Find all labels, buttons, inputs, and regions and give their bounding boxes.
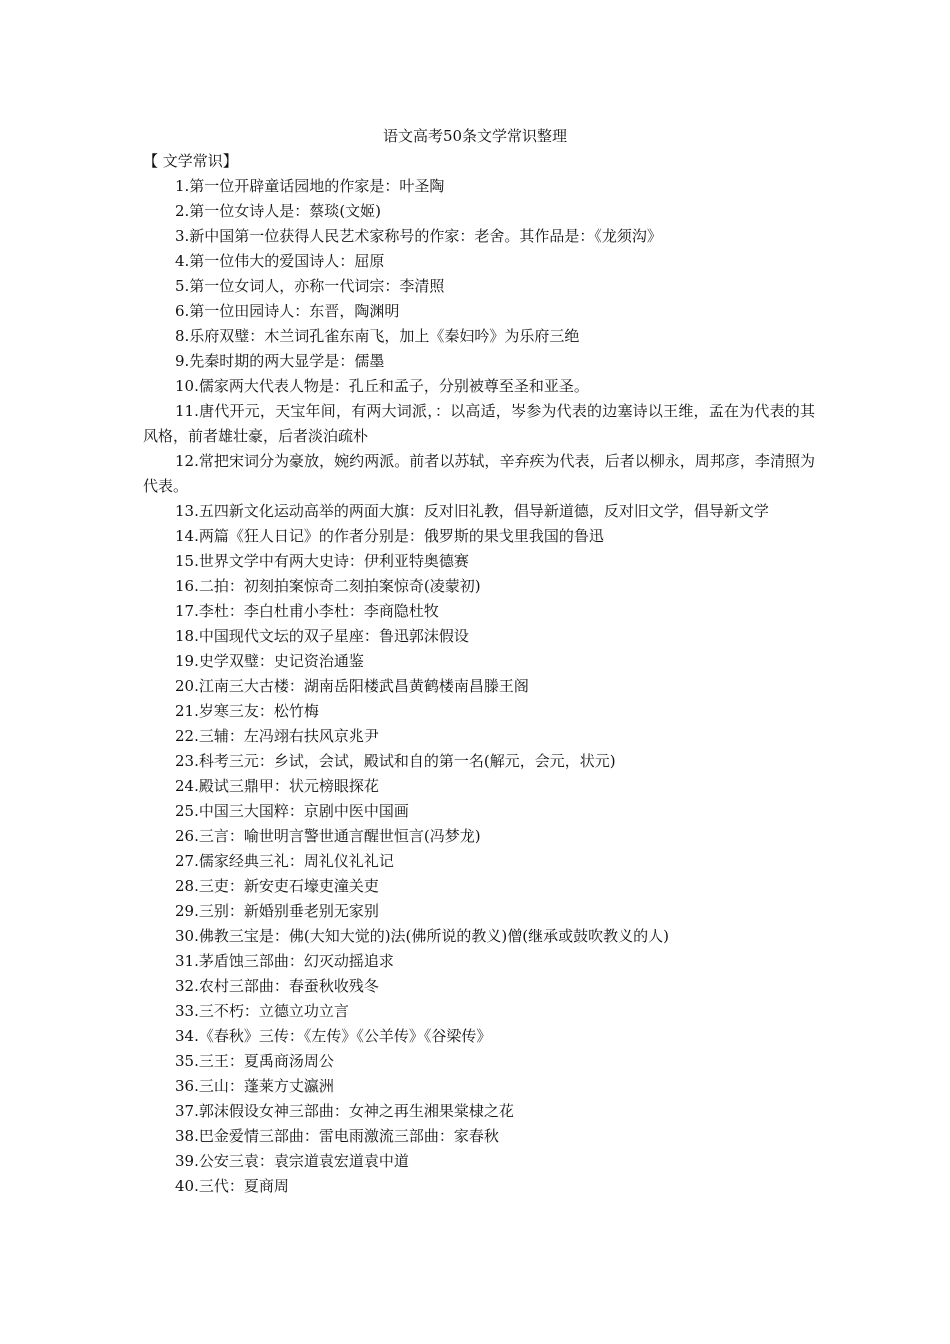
list-item: 31.茅盾蚀三部曲：幻灭动摇追求	[175, 952, 394, 970]
list-item: 27.儒家经典三礼：周礼仪礼礼记	[175, 852, 394, 870]
list-item: 24.殿试三鼎甲：状元榜眼探花	[175, 777, 379, 795]
list-item: 23.科考三元：乡试，会试，殿试和自的第一名(解元，会元，状元)	[175, 752, 616, 770]
list-item: 10.儒家两大代表人物是：孔丘和孟子，分别被尊至圣和亚圣。	[175, 377, 589, 395]
list-item: 4.第一位伟大的爱国诗人：屈原	[175, 252, 385, 270]
list-item: 1.第一位开辟童话园地的作家是：叶圣陶	[175, 177, 445, 195]
list-item: 17.李杜：李白杜甫小李杜：李商隐杜牧	[175, 602, 439, 620]
section-heading: 【 文学常识】	[143, 152, 238, 170]
list-item: 8.乐府双璧：木兰词孔雀东南飞，加上《秦妇吟》为乐府三绝	[175, 327, 580, 345]
list-item: 21.岁寒三友：松竹梅	[175, 702, 319, 720]
list-item: 38.巴金爱情三部曲：雷电雨激流三部曲：家春秋	[175, 1127, 499, 1145]
list-item: 28.三吏：新安吏石壕吏潼关吏	[175, 877, 379, 895]
list-item: 36.三山：蓬莱方丈瀛洲	[175, 1077, 334, 1095]
list-item: 6.第一位田园诗人：东晋，陶渊明	[175, 302, 400, 320]
list-item: 19.史学双璧：史记资治通鉴	[175, 652, 364, 670]
list-item: 20.江南三大古楼：湖南岳阳楼武昌黄鹤楼南昌滕王阁	[175, 677, 529, 695]
list-item: 40.三代：夏商周	[175, 1177, 289, 1195]
list-item: 16.二拍：初刻拍案惊奇二刻拍案惊奇(凌蒙初)	[175, 577, 481, 595]
list-item: 14.两篇《狂人日记》的作者分别是：俄罗斯的果戈里我国的鲁迅	[175, 527, 604, 545]
list-item: 15.世界文学中有两大史诗：伊利亚特奥德赛	[175, 552, 469, 570]
list-item: 22.三辅：左冯翊右扶风京兆尹	[175, 727, 379, 745]
list-item: 32.农村三部曲：春蚕秋收残冬	[175, 977, 379, 995]
list-item: 25.中国三大国粹：京剧中医中国画	[175, 802, 409, 820]
list-item: 34.《春秋》三传：《左传》《公羊传》《谷梁传》	[175, 1027, 492, 1045]
list-item: 26.三言：喻世明言警世通言醒世恒言(冯梦龙)	[175, 827, 481, 845]
document-title: 语文高考50条文学常识整理	[382, 127, 568, 145]
list-item: 18.中国现代文坛的双子星座：鲁迅郭沫假设	[175, 627, 469, 645]
list-item: 39.公安三袁：袁宗道袁宏道袁中道	[175, 1152, 409, 1170]
literature-facts-list	[143, 174, 815, 1199]
list-item: 33.三不朽：立德立功立言	[175, 1002, 349, 1020]
list-item: 37.郭沫假设女神三部曲：女神之再生湘果棠棣之花	[175, 1102, 514, 1120]
list-item: 3.新中国第一位获得人民艺术家称号的作家：老舍。其作品是：《龙须沟》	[175, 227, 662, 245]
list-item: 2.第一位女诗人是：蔡琰(文姬)	[175, 202, 382, 220]
list-item: 29.三别：新婚别垂老别无家别	[175, 902, 379, 920]
list-item: 30.佛教三宝是：佛(大知大觉的)法(佛所说的教义)僧(继承或鼓吹教义的人)	[175, 927, 669, 945]
list-item: 35.三王：夏禹商汤周公	[175, 1052, 334, 1070]
list-item: 9.先秦时期的两大显学是：儒墨	[175, 352, 385, 370]
list-item: 5.第一位女词人，亦称一代词宗：李清照	[175, 277, 445, 295]
list-item: 12.常把宋词分为豪放，婉约两派。前者以苏轼，辛弃疾为代表，后者以柳永，周邦彦，李清照为代表。	[143, 452, 815, 495]
list-item: 11.唐代开元，天宝年间，有两大词派，：以高适，岑参为代表的边塞诗以王维，孟在为代表的其风格，前者雄壮豪，后者淡泊疏朴	[143, 402, 815, 445]
list-item: 13.五四新文化运动高举的两面大旗：反对旧礼教，倡导新道德，反对旧文学，倡导新文学	[175, 502, 769, 520]
